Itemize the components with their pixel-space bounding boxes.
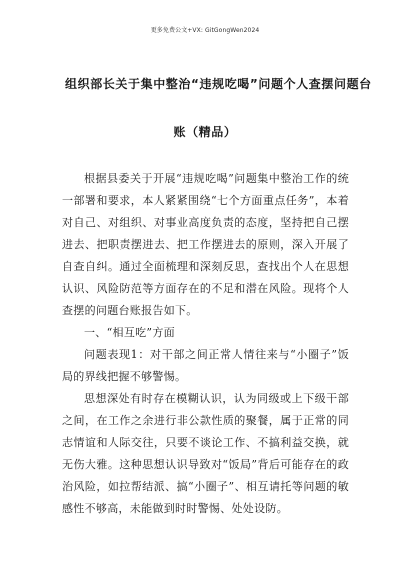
document-body <box>62 168 349 520</box>
problem-statement: 问题表现1：对干部之间正常人情往来与“小圈子”饭局的界线把握不够警惕。 <box>62 348 349 383</box>
section-heading: 一、“相互吃”方面 <box>84 326 175 339</box>
document-title-line-2: 账（精品） <box>173 125 237 139</box>
header-watermark: 更多免费公文+VX: GitGongWen2024 <box>150 27 260 34</box>
intro-paragraph: 根据县委关于开展“违规吃喝”问题集中整治工作的统一部署和要求，本人紧紧围绕“七个方面重点任务”，本着对自己、对组织、对事业高度负责的态度，坚持把自己摆进去、把职责摆进去、把工作摆进去的原则，深入开展了自查自纠。通过全面梳理和深刻反思，查找出个人在思想认识、风险防范等方面存在的不足和潜在风险。现将个人查摆的问题台账报告如下。 <box>62 172 349 317</box>
analysis-paragraph: 思想深处有时存在模糊认识，认为同级或上下级干部之间，在工作之余进行非公款性质的聚餐，属于正常的同志情谊和人际交往，只要不谈论工作、不搞利益交换，就无伤大雅。这种思想认识导致对“饭局”背后可能存在的政治风险，如拉帮结派、搞“小圈子”、相互请托等问题的敏感性不够高，未能做到时时警惕、处处设防。 <box>62 392 349 515</box>
document-title-line-1: 组织部长关于集中整治“违规吃喝”问题个人查摆问题台 <box>65 77 372 91</box>
